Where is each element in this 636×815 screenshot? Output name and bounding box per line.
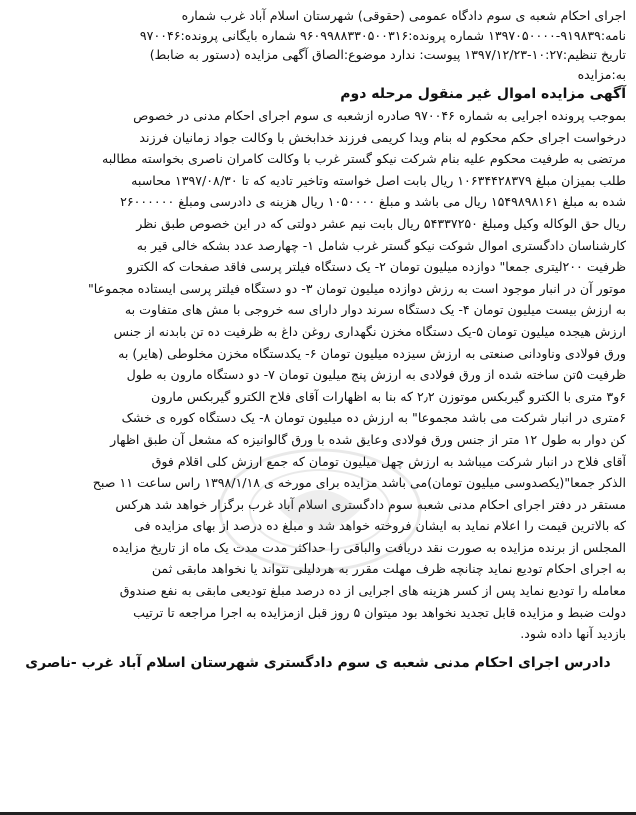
body-line: مرتضی به طرفیت محکوم علیه بنام شرکت نیکو گستر غرب با وکالت کامران ناصری بخواسته مطالبه — [101, 151, 626, 167]
body-line: ارزش هیجده میلیون تومان ۵-یک دستگاه مخزن نگهداری روغن داغ به ظرفیت ده تن بابدنه از جنس — [113, 323, 626, 339]
notice-title: آگهی مزایده اموال غیر منقول مرحله دوم — [340, 86, 626, 102]
notice-body — [10, 105, 626, 645]
body-line: دولت ضبط و مزایده قابل تجدید نخواهد بود میتوان ۵ روز قبل ازمزایده به اجرا مراجعه تا ترتیب — [133, 604, 626, 620]
letter-header — [10, 6, 626, 84]
body-line: ۶و۳ متری با الکترو گیربکس موتوزن ۲٫۲ که بنا به اظهارات آقای فلاح الکترو گیربکس مارون — [151, 388, 626, 404]
body-line: ۶متری در انبار شرکت می باشد مجموعا" به ارزش ده میلیون تومان ۸- یک دستگاه کوره ی خشک — [121, 410, 626, 426]
body-line: ورق فولادی وناودانی صنعتی به ارزش سیزده میلیون تومان ۶- یکدستگاه مخزن مخلوطی (هایر) به — [118, 345, 626, 361]
header-line-numbers: نامه:۹۱۹۸۳۹-۱۳۹۷۰۵۰۰۰۰ شماره پرونده:۹۶۰۹۹۸۸۳۳۰۵۰۰۳۱۶ شماره بایگانی پرونده:۹۷۰۰۴۶ — [139, 27, 626, 43]
body-line: ریال حق الوکاله وکیل ومبلغ ۵۴۳۳۷۲۵۰ ریال بابت نیم عشر دولتی که در این خصوص طبق نظر — [136, 215, 626, 231]
body-line: طلب بمیزان مبلغ ۱۰۶۳۴۴۲۸۳۷۹ ریال بابت اصل خواسته وتاخیر تادیه که تا ۱۳۹۷/۰۸/۳۰ محاسبه — [131, 172, 626, 188]
body-line: آقای فلاح در انبار شرکت میباشد به ارزش چهل میلیون تومان که جمع ارزش کلی اقلام فوق — [151, 453, 626, 469]
body-line: به ارزش بیست میلیون تومان ۴- یک دستگاه سرند دوار دارای سه خروجی با مش های متفاوت به — [124, 302, 626, 318]
body-line: بازدید آنها داده شود. — [520, 626, 626, 642]
header-line-recipient: به:مزایده — [577, 66, 626, 82]
body-line: ظرفیت ۵تن ساخته شده از ورق فولادی به ارزش پنج میلیون تومان ۷- دو دستگاه مارون به طول — [126, 367, 626, 383]
body-line: معامله را تودیع نماید پس از کسر هزینه های اجرایی از ده درصد مبلغ تودیعی مابقی به نفع صندوق — [119, 583, 626, 599]
body-line: درخواست اجرای حکم محکوم له بنام ویدا کریمی فرزند خدابخش با وکالت جواد زمانیان فرزند — [139, 129, 626, 145]
body-line: کن دوار به طول ۱۲ متر از جنس ورق فولادی وعایق شده با ورق گالوانیزه که مشعل آن طبق اظهار — [110, 431, 626, 447]
body-line: که بالاترین قیمت را اعلام نماید به ایشان فروخته خواهد شد و مبلغ ده درصد از بهای مزایده فی — [134, 518, 626, 534]
header-line-office: اجرای احکام شعبه ی سوم دادگاه عمومی (حقوقی) شهرستان اسلام آباد غرب شماره — [181, 8, 626, 23]
body-line: المجلس از برنده مزایده به صورت نقد دریافت والباقی را حداکثر مدت مدت یک ماه از تاریخ مزایده — [112, 539, 626, 555]
body-line: بموجب پرونده اجرایی به شماره ۹۷۰۰۴۶ صادره ازشعبه ی سوم اجرای احکام مدنی در خصوص — [133, 108, 626, 123]
signature-line: دادرس اجرای احکام مدنی شعبه ی سوم دادگستری شهرستان اسلام آباد غرب -ناصری — [25, 654, 611, 671]
body-line: ظرفیت ۲۰۰لیتری جمعا" دوازده میلیون تومان ۲- یک دستگاه فیلتر پرسی فاقد صفحات که الکترو — [126, 259, 626, 275]
header-line-date-subject: تاریخ تنظیم:۱۰:۲۷-۱۳۹۷/۱۲/۲۳ پیوست: ندارد موضوع:الصاق آگهی مزایده (دستور به ضابط) — [149, 47, 626, 62]
body-line: به اجرای احکام تودیع نماید چنانچه ظرف مهلت مقرر به هردلیلی نتواند یا نخواهد مابقی ثمن — [151, 561, 626, 577]
body-line: کارشناسان دادگستری اموال شوکت نیکو گستر غرب شامل ۱- چهارصد عدد بشکه خالی قیر به — [136, 237, 626, 253]
body-line: الذکر جمعا"(یکصدوسی میلیون تومان)می باشد مزایده برای مورخه ی ۱۳۹۸/۱/۱۸ راس ساعت ۱۱ صبح — [92, 475, 626, 491]
body-line: مستقر در دفتر اجرای احکام مدنی شعبه سوم دادگستری اسلام آباد غرب برگزار خواهد شد هرکس — [115, 496, 626, 512]
body-line: شده به مبلغ ۱۵۴۹۸۹۸۱۶۱ ریال می باشد و مبلغ ۱۰۵۰۰۰۰ ریال هزینه ی دادرسی ومبلغ ۲۶۰۰۰۰۰۰ — [120, 194, 626, 210]
body-line: موتور آن در انبار موجود است به رزش دوازده میلیون تومان ۳- دو دستگاه فیلتر پرسی ایستاده مجموعا" — [88, 280, 626, 296]
